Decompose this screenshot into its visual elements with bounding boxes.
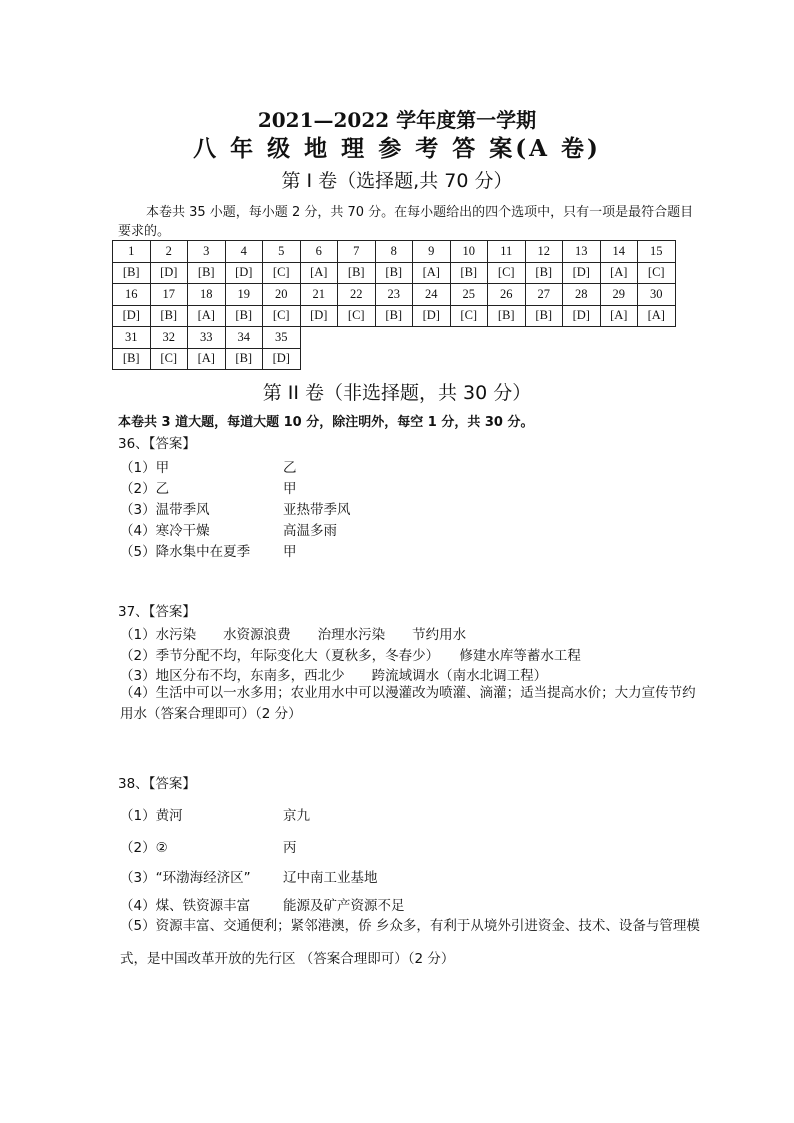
question-number-cell: 2 bbox=[150, 241, 188, 263]
question-number-cell: 11 bbox=[488, 241, 526, 263]
question-number-cell: 3 bbox=[188, 241, 226, 263]
question-number-row bbox=[113, 241, 676, 263]
empty-cell bbox=[638, 327, 676, 349]
question-number-cell: 7 bbox=[338, 241, 376, 263]
answer-cell: [A] bbox=[188, 305, 226, 327]
empty-cell bbox=[375, 348, 413, 370]
question-number-cell: 6 bbox=[300, 241, 338, 263]
question-number-cell: 8 bbox=[375, 241, 413, 263]
question-number-cell: 21 bbox=[300, 284, 338, 306]
answer-cell: [B] bbox=[225, 348, 263, 370]
empty-cell bbox=[525, 327, 563, 349]
answer-cell: [A] bbox=[638, 305, 676, 327]
q36-answer-3b: 亚热带季风 bbox=[283, 502, 351, 518]
question-number-cell: 26 bbox=[488, 284, 526, 306]
question-number-cell: 33 bbox=[188, 327, 226, 349]
q38-answer-3a: （3）“环渤海经济区” bbox=[120, 870, 251, 886]
part2-title: 第 II 卷（非选择题，共 30 分） bbox=[262, 382, 532, 404]
answer-cell: [C] bbox=[338, 305, 376, 327]
part1-intro: 本卷共 35 小题，每小题 2 分，共 70 分。在每小题给出的四个选项中，只有一项是最符合题目要求的。 bbox=[118, 205, 694, 239]
q36-answer-2b: 甲 bbox=[283, 481, 297, 497]
q38-answer-4b: 能源及矿产资源不足 bbox=[283, 898, 405, 914]
q38-answer-3b: 辽中南工业基地 bbox=[283, 870, 378, 886]
empty-cell bbox=[600, 327, 638, 349]
question-number-cell: 20 bbox=[263, 284, 301, 306]
empty-cell bbox=[300, 327, 338, 349]
q38-answer-2a: （2）② bbox=[120, 840, 168, 856]
q38-answer-1b: 京九 bbox=[283, 808, 310, 824]
question-number-cell: 31 bbox=[113, 327, 151, 349]
question-number-cell: 28 bbox=[563, 284, 601, 306]
empty-cell bbox=[638, 348, 676, 370]
answer-cell: [B] bbox=[525, 305, 563, 327]
empty-cell bbox=[525, 348, 563, 370]
question-number-cell: 25 bbox=[450, 284, 488, 306]
answer-cell: [A] bbox=[300, 262, 338, 284]
question-number-cell: 32 bbox=[150, 327, 188, 349]
answer-cell: [B] bbox=[113, 262, 151, 284]
question-number-cell: 35 bbox=[263, 327, 301, 349]
question-number-cell: 14 bbox=[600, 241, 638, 263]
answer-row bbox=[113, 262, 676, 284]
q38-answer-5: （5）资源丰富、交通便利；紧邻港澳，侨 乡众多，有利于从境外引进资金、技术、设备与管理模式，是中国改革开放的先行区 （答案合理即可）（2 分） bbox=[120, 918, 700, 967]
question-number-cell: 29 bbox=[600, 284, 638, 306]
answer-cell: [C] bbox=[488, 262, 526, 284]
question-number-cell: 16 bbox=[113, 284, 151, 306]
empty-cell bbox=[338, 327, 376, 349]
q37-answer-4: （4）生活中可以一水多用；农业用水中可以漫灌改为喷灌、滴灌；适当提高水价；大力宣传节约用水（答案合理即可）（2 分） bbox=[120, 685, 696, 722]
q36-answer-5b: 甲 bbox=[283, 544, 297, 560]
q36-answer-1b: 乙 bbox=[283, 460, 297, 476]
document-main-title: 八 年 级 地 理 参 考 答 案(A 卷) bbox=[193, 135, 601, 162]
answer-cell: [A] bbox=[413, 262, 451, 284]
answer-cell: [D] bbox=[113, 305, 151, 327]
answer-cell: [D] bbox=[563, 262, 601, 284]
question-number-cell: 19 bbox=[225, 284, 263, 306]
document-year-title: 2021—2022 学年度第一学期 bbox=[257, 108, 537, 132]
q36-answer-4b: 高温多雨 bbox=[283, 523, 337, 539]
answer-cell: [B] bbox=[338, 262, 376, 284]
answer-cell: [C] bbox=[450, 305, 488, 327]
question-number-cell: 30 bbox=[638, 284, 676, 306]
answer-cell: [B] bbox=[450, 262, 488, 284]
answer-cell: [C] bbox=[638, 262, 676, 284]
q36-answer-1a: （1）甲 bbox=[120, 460, 170, 476]
answer-cell: [B] bbox=[225, 305, 263, 327]
answer-cell: [D] bbox=[150, 262, 188, 284]
q38-answer-4a: （4）煤、铁资源丰富 bbox=[120, 898, 251, 914]
part1-title: 第 I 卷（选择题,共 70 分） bbox=[281, 170, 513, 192]
q36-answer-3a: （3）温带季风 bbox=[120, 502, 210, 518]
question-number-cell: 4 bbox=[225, 241, 263, 263]
question-number-cell: 17 bbox=[150, 284, 188, 306]
q38-heading: 38、【答案】 bbox=[118, 776, 196, 792]
empty-cell bbox=[413, 348, 451, 370]
answer-cell: [D] bbox=[225, 262, 263, 284]
answer-cell: [B] bbox=[375, 262, 413, 284]
empty-cell bbox=[488, 327, 526, 349]
answer-cell: [C] bbox=[150, 348, 188, 370]
q36-answer-5a: （5）降水集中在夏季 bbox=[120, 544, 251, 560]
q38-answer-1a: （1）黄河 bbox=[120, 808, 183, 824]
question-number-cell: 9 bbox=[413, 241, 451, 263]
empty-cell bbox=[338, 348, 376, 370]
answer-cell: [B] bbox=[150, 305, 188, 327]
q36-answer-2a: （2）乙 bbox=[120, 481, 170, 497]
empty-cell bbox=[300, 348, 338, 370]
empty-cell bbox=[450, 348, 488, 370]
question-number-cell: 34 bbox=[225, 327, 263, 349]
answer-cell: [A] bbox=[600, 262, 638, 284]
q37-answer-3: （3）地区分布不均，东南多，西北少 跨流域调水（南水北调工程） bbox=[120, 668, 548, 684]
answer-cell: [B] bbox=[375, 305, 413, 327]
q36-heading: 36、【答案】 bbox=[118, 436, 196, 452]
question-number-cell: 1 bbox=[113, 241, 151, 263]
answer-cell: [B] bbox=[525, 262, 563, 284]
answer-cell: [B] bbox=[488, 305, 526, 327]
answer-cell: [B] bbox=[113, 348, 151, 370]
q36-answer-4a: （4）寒冷干燥 bbox=[120, 523, 210, 539]
answer-cell: [A] bbox=[188, 348, 226, 370]
question-number-cell: 23 bbox=[375, 284, 413, 306]
question-number-cell: 18 bbox=[188, 284, 226, 306]
answer-cell: [C] bbox=[263, 305, 301, 327]
empty-cell bbox=[563, 327, 601, 349]
part2-intro: 本卷共 3 道大题，每道大题 10 分，除注明外，每空 1 分，共 30 分。 bbox=[118, 415, 534, 430]
question-number-cell: 12 bbox=[525, 241, 563, 263]
question-number-row bbox=[113, 284, 676, 306]
q37-answer-1: （1）水污染 水资源浪费 治理水污染 节约用水 bbox=[120, 627, 467, 643]
empty-cell bbox=[563, 348, 601, 370]
question-number-cell: 10 bbox=[450, 241, 488, 263]
question-number-cell: 13 bbox=[563, 241, 601, 263]
answer-table bbox=[112, 240, 676, 370]
q37-answer-2: （2）季节分配不均，年际变化大（夏秋多，冬春少） 修建水库等蓄水工程 bbox=[120, 648, 581, 664]
q38-answer-2b: 丙 bbox=[283, 840, 297, 856]
answer-cell: [D] bbox=[563, 305, 601, 327]
answer-cell: [A] bbox=[600, 305, 638, 327]
q37-heading: 37、【答案】 bbox=[118, 604, 196, 620]
question-number-cell: 27 bbox=[525, 284, 563, 306]
empty-cell bbox=[413, 327, 451, 349]
answer-cell: [C] bbox=[263, 262, 301, 284]
question-number-cell: 24 bbox=[413, 284, 451, 306]
empty-cell bbox=[600, 348, 638, 370]
empty-cell bbox=[450, 327, 488, 349]
empty-cell bbox=[488, 348, 526, 370]
answer-cell: [D] bbox=[300, 305, 338, 327]
answer-cell: [B] bbox=[188, 262, 226, 284]
question-number-cell: 5 bbox=[263, 241, 301, 263]
answer-row bbox=[113, 348, 676, 370]
answer-cell: [D] bbox=[263, 348, 301, 370]
answer-row bbox=[113, 305, 676, 327]
question-number-cell: 22 bbox=[338, 284, 376, 306]
answer-cell: [D] bbox=[413, 305, 451, 327]
question-number-cell: 15 bbox=[638, 241, 676, 263]
question-number-row bbox=[113, 327, 676, 349]
empty-cell bbox=[375, 327, 413, 349]
